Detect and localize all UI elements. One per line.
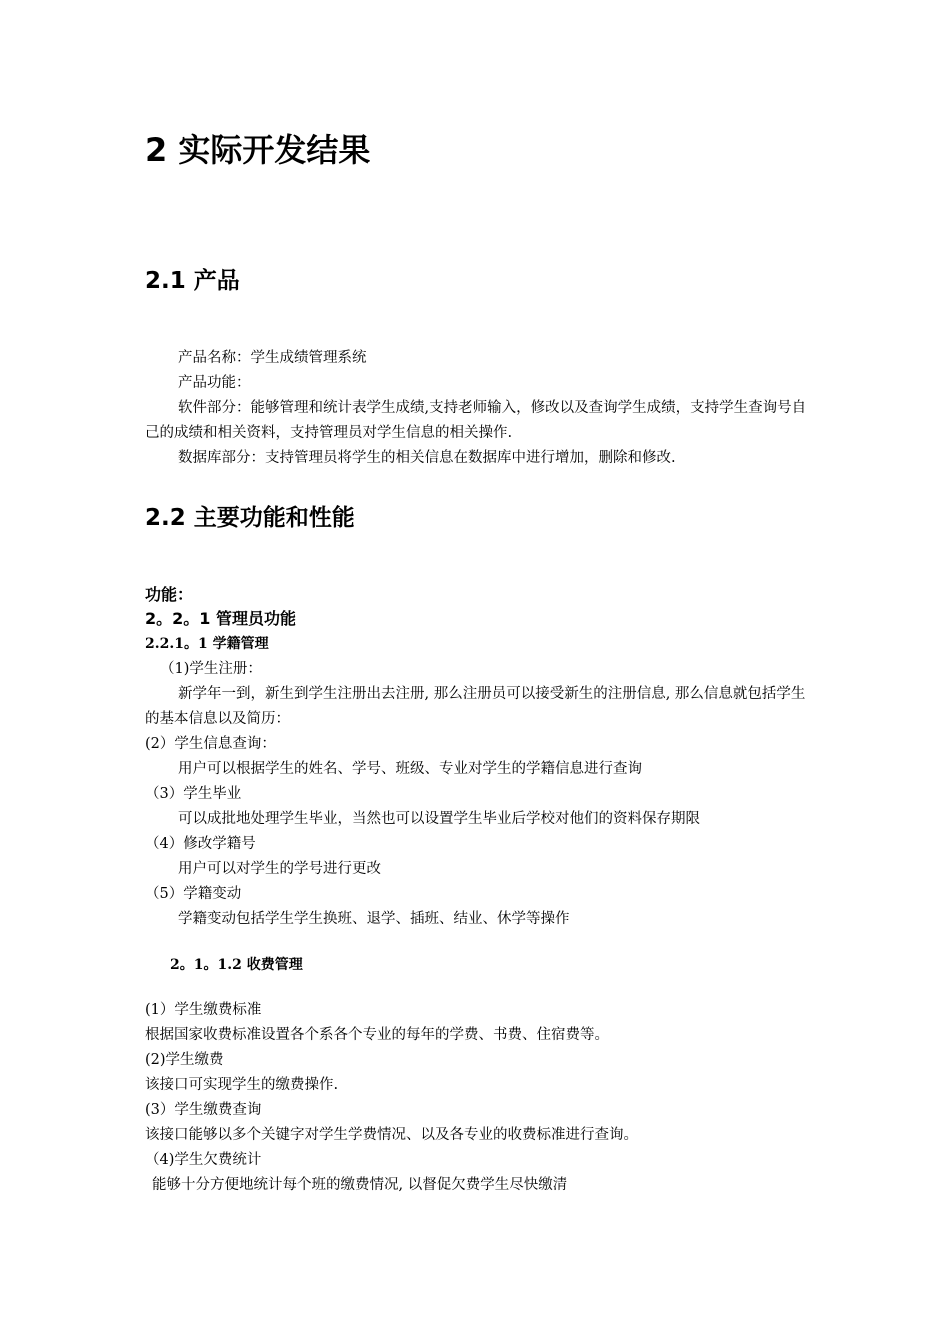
roll-item-title: （3）学生毕业 [145, 786, 242, 802]
roll-item-desc: 用户可以根据学生的姓名、学号、班级、专业对学生的学籍信息进行查询 [178, 761, 642, 777]
fee-item-title: （4)学生欠费统计 [145, 1152, 262, 1168]
roll-item-desc: 学籍变动包括学生学生换班、退学、插班、结业、休学等操作 [178, 911, 570, 927]
product-name: 产品名称：学生成绩管理系统 [178, 350, 367, 366]
roll-item-desc: 用户可以对学生的学号进行更改 [178, 861, 381, 877]
chapter-title: 2 实际开发结果 [145, 131, 371, 169]
fee-item-desc: 该接口能够以多个关键字对学生学费情况、以及各专业的收费标准进行查询。 [145, 1127, 638, 1143]
fee-item-desc: 该接口可实现学生的缴费操作. [145, 1077, 339, 1093]
admin-function-heading: 2。2。1 管理员功能 [145, 609, 296, 628]
product-function-label: 产品功能： [178, 375, 251, 391]
fee-management-heading: 2。1。1.2 收费管理 [170, 957, 303, 973]
roll-item-desc: 可以成批地处理学生毕业，当然也可以设置学生毕业后学校对他们的资料保存期限 [178, 811, 700, 827]
fee-item-desc: 能够十分方便地统计每个班的缴费情况, 以督促欠费学生尽快缴清 [152, 1177, 568, 1193]
fee-item-title: (1）学生缴费标准 [145, 1002, 262, 1018]
roll-item-title: （1)学生注册： [160, 661, 262, 677]
roll-item-title: (2）学生信息查询： [145, 736, 276, 752]
section-2-2-heading: 2.2 主要功能和性能 [145, 505, 355, 531]
fee-item-title: (2)学生缴费 [145, 1052, 224, 1068]
roll-item-title: （5）学籍变动 [145, 886, 242, 902]
roll-item-desc: 新学年一到，新生到学生注册出去注册, 那么注册员可以接受新生的注册信息, 那么信息就包括学生的基本信息以及简历： [145, 686, 806, 727]
fee-item-desc: 根据国家收费标准设置各个系各个专业的每年的学费、书费、住宿费等。 [145, 1027, 609, 1043]
function-label: 功能： [145, 585, 194, 604]
fee-item-title: (3）学生缴费查询 [145, 1102, 262, 1118]
software-part-paragraph: 软件部分：能够管理和统计表学生成绩,支持老师输入，修改以及查询学生成绩，支持学生查询号自己的成绩和相关资料，支持管理员对学生信息的相关操作. [145, 400, 807, 441]
roll-item-title: （4）修改学籍号 [145, 836, 256, 852]
roll-management-heading: 2.2.1。1 学籍管理 [145, 636, 269, 652]
section-2-1-heading: 2.1 产品 [145, 268, 240, 294]
database-part-paragraph: 数据库部分：支持管理员将学生的相关信息在数据库中进行增加，删除和修改. [178, 450, 676, 466]
